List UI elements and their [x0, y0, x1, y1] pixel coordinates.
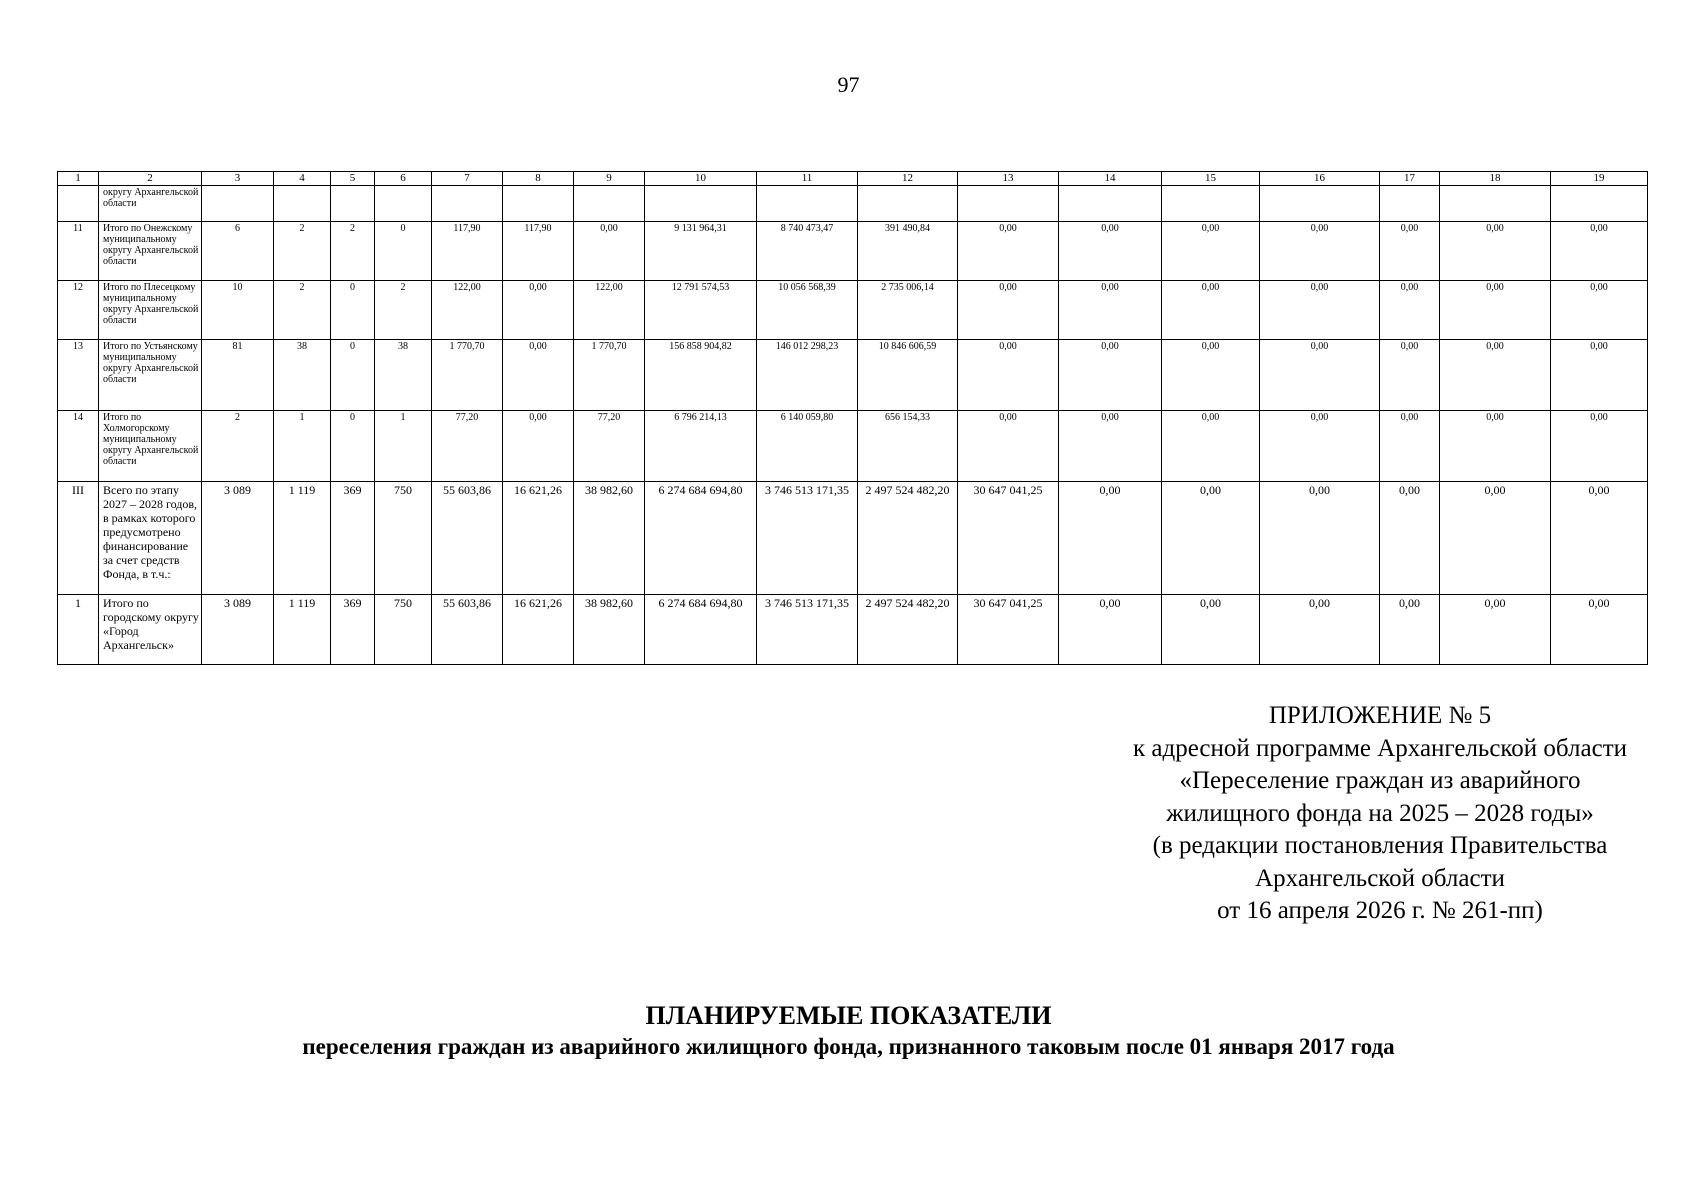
table-cell: 10: [202, 281, 274, 340]
column-number-cell: 18: [1440, 172, 1551, 186]
territory-name-cell: Всего по этапу 2027 – 2028 годов, в рамках которого предусмотрено финансирование за счет средств Фонда, в т.ч.:: [99, 482, 202, 595]
table-cell: 12 791 574,53: [645, 281, 757, 340]
table-cell: 0,00: [1440, 222, 1551, 281]
table-cell: [1260, 186, 1380, 222]
appendix-line: ПРИЛОЖЕНИЕ № 5: [1268, 702, 1492, 729]
table-cell: 0,00: [1162, 595, 1260, 665]
column-number-cell: 6: [375, 172, 432, 186]
table-cell: 0,00: [1162, 411, 1260, 482]
table-cell: [274, 186, 331, 222]
table-cell: 0,00: [958, 340, 1059, 411]
table-cell: 2: [202, 411, 274, 482]
table-cell: [202, 186, 274, 222]
heading-title: ПЛАНИРУЕМЫЕ ПОКАЗАТЕЛИ: [645, 1001, 1052, 1030]
table-cell: 0,00: [503, 411, 574, 482]
table-cell: [58, 186, 99, 222]
table-cell: 0,00: [1162, 281, 1260, 340]
table-cell: 13: [58, 340, 99, 411]
table-cell: 0,00: [1551, 411, 1648, 482]
table-cell: 0,00: [1162, 340, 1260, 411]
table-cell: 0,00: [1260, 411, 1380, 482]
table-cell: 0,00: [1551, 222, 1648, 281]
table-cell: 10 056 568,39: [757, 281, 858, 340]
table-cell: 12: [58, 281, 99, 340]
table-cell: 1 119: [274, 595, 331, 665]
table-row: [58, 340, 1648, 411]
column-number-cell: 17: [1380, 172, 1440, 186]
table-cell: 16 621,26: [503, 595, 574, 665]
table-row: [58, 281, 1648, 340]
heading-subtitle: переселения граждан из аварийного жилищного фонда, признанного таковым после 01 января 2017 года: [302, 1034, 1395, 1059]
table-cell: 16 621,26: [503, 482, 574, 595]
column-number-cell: 8: [503, 172, 574, 186]
appendix-line: Архангельской области: [1255, 864, 1505, 892]
table-cell: 6 274 684 694,80: [645, 482, 757, 595]
resettlement-table: [57, 171, 1648, 665]
table-cell: 122,00: [432, 281, 503, 340]
table-cell: 0,00: [1260, 340, 1380, 411]
table-cell: [645, 186, 757, 222]
table-cell: 146 012 298,23: [757, 340, 858, 411]
table-cell: [432, 186, 503, 222]
table-cell: 3 746 513 171,35: [757, 482, 858, 595]
column-number-cell: 2: [99, 172, 202, 186]
table-cell: 0,00: [1440, 411, 1551, 482]
territory-name-cell: Итого по Устьянскому муниципальному округу Архангельской области: [99, 340, 202, 411]
table-cell: 0,00: [1551, 281, 1648, 340]
table-row: [58, 222, 1648, 281]
table-cell: [574, 186, 645, 222]
table-cell: 3 089: [202, 482, 274, 595]
table-cell: 0: [331, 281, 375, 340]
column-number-cell: 11: [757, 172, 858, 186]
table-cell: 0,00: [1059, 411, 1162, 482]
table-cell: 1 119: [274, 482, 331, 595]
table-cell: 77,20: [574, 411, 645, 482]
table-cell: 6 796 214,13: [645, 411, 757, 482]
table-cell: 30 647 041,25: [958, 595, 1059, 665]
table-cell: 369: [331, 595, 375, 665]
column-number-cell: 5: [331, 172, 375, 186]
column-number-cell: 10: [645, 172, 757, 186]
table-cell: 2: [331, 222, 375, 281]
table-cell: [1059, 186, 1162, 222]
table-cell: 369: [331, 482, 375, 595]
table-cell: [1551, 186, 1648, 222]
column-number-cell: 4: [274, 172, 331, 186]
table-cell: 0,00: [1380, 482, 1440, 595]
table-cell: 0,00: [1059, 281, 1162, 340]
table-cell: 0,00: [1551, 595, 1648, 665]
column-number-cell: 15: [1162, 172, 1260, 186]
table-cell: [1162, 186, 1260, 222]
table-cell: 0,00: [1551, 340, 1648, 411]
table-cell: 0,00: [1260, 222, 1380, 281]
table-cell: 0,00: [958, 222, 1059, 281]
table-cell: 391 490,84: [858, 222, 958, 281]
column-number-cell: 13: [958, 172, 1059, 186]
territory-name-cell: Итого по Онежскому муниципальному округу Архангельской области: [99, 222, 202, 281]
appendix-line: от 16 апреля 2026 г. № 261-пп): [1217, 897, 1543, 924]
table-cell: [1380, 186, 1440, 222]
table-cell: 9 131 964,31: [645, 222, 757, 281]
table-cell: 6: [202, 222, 274, 281]
table-cell: 1 770,70: [432, 340, 503, 411]
table-cell: [757, 186, 858, 222]
table-cell: 55 603,86: [432, 595, 503, 665]
table-cell: 0,00: [1260, 281, 1380, 340]
table-cell: 0,00: [1059, 595, 1162, 665]
table-cell: 3 746 513 171,35: [757, 595, 858, 665]
table-body: [58, 172, 1648, 665]
territory-name-cell: Итого по городскому округу «Город Архангельск»: [99, 595, 202, 665]
table-row: [58, 411, 1648, 482]
table-cell: 0: [331, 411, 375, 482]
table-cell: [1440, 186, 1551, 222]
appendix-line: жилищного фонда на 2025 – 2028 годы»: [1166, 799, 1594, 827]
column-number-cell: 16: [1260, 172, 1380, 186]
table-cell: 0,00: [1440, 340, 1551, 411]
table-cell: 0,00: [1162, 222, 1260, 281]
table-cell: 0,00: [1440, 595, 1551, 665]
table-cell: 1: [375, 411, 432, 482]
table-cell: 0,00: [1380, 411, 1440, 482]
table-cell: 10 846 606,59: [858, 340, 958, 411]
table-row: [58, 186, 1648, 222]
table-cell: 2 497 524 482,20: [858, 595, 958, 665]
table-header-row: [58, 172, 1648, 186]
table-cell: [503, 186, 574, 222]
table-cell: 2: [274, 222, 331, 281]
table-cell: 0: [375, 222, 432, 281]
territory-name-cell: округу Архангельской области: [99, 186, 202, 222]
column-number-cell: 1: [58, 172, 99, 186]
table-cell: 0,00: [1162, 482, 1260, 595]
table-cell: 38: [375, 340, 432, 411]
table-cell: 0: [331, 340, 375, 411]
table-cell: 0,00: [1059, 482, 1162, 595]
territory-name-cell: Итого по Холмогорскому муниципальному округу Архангельской области: [99, 411, 202, 482]
table-cell: 38 982,60: [574, 595, 645, 665]
document-heading: [0, 1000, 1697, 1062]
column-number-cell: 12: [858, 172, 958, 186]
appendix-line: (в редакции постановления Правительства: [1152, 832, 1608, 859]
column-number-cell: 3: [202, 172, 274, 186]
table-cell: 0,00: [1551, 482, 1648, 595]
column-number-cell: 9: [574, 172, 645, 186]
table-cell: 0,00: [503, 281, 574, 340]
territory-name-cell: Итого по Плесецкому муниципальному округу Архангельской области: [99, 281, 202, 340]
table-cell: 2 735 006,14: [858, 281, 958, 340]
table-row: [58, 482, 1648, 595]
table-cell: 0,00: [1380, 222, 1440, 281]
table-cell: 11: [58, 222, 99, 281]
table-cell: 55 603,86: [432, 482, 503, 595]
page-number: 97: [837, 72, 860, 97]
table-cell: 0,00: [1440, 482, 1551, 595]
table-cell: 3 089: [202, 595, 274, 665]
table-cell: 38: [274, 340, 331, 411]
table-cell: 0,00: [958, 411, 1059, 482]
table-cell: 0,00: [1380, 281, 1440, 340]
table-cell: 117,90: [503, 222, 574, 281]
table-cell: 6 274 684 694,80: [645, 595, 757, 665]
table-cell: [375, 186, 432, 222]
table-cell: III: [58, 482, 99, 595]
column-number-cell: 19: [1551, 172, 1648, 186]
table-cell: 1 770,70: [574, 340, 645, 411]
table-cell: 77,20: [432, 411, 503, 482]
table-cell: 122,00: [574, 281, 645, 340]
table-cell: 81: [202, 340, 274, 411]
column-number-cell: 7: [432, 172, 503, 186]
table-cell: 38 982,60: [574, 482, 645, 595]
table-cell: 1: [58, 595, 99, 665]
appendix-line: к адресной программе Архангельской области: [1132, 734, 1628, 762]
table-cell: 0,00: [1059, 222, 1162, 281]
table-cell: 0,00: [1260, 482, 1380, 595]
table-cell: 750: [375, 482, 432, 595]
table-cell: 2: [274, 281, 331, 340]
table-cell: 8 740 473,47: [757, 222, 858, 281]
table-cell: 30 647 041,25: [958, 482, 1059, 595]
table-cell: 656 154,33: [858, 411, 958, 482]
table-cell: 2: [375, 281, 432, 340]
appendix-line: «Переселение граждан из аварийного: [1179, 767, 1581, 794]
table-row: [58, 595, 1648, 665]
table-cell: 0,00: [1380, 595, 1440, 665]
table-cell: 0,00: [574, 222, 645, 281]
column-number-cell: 14: [1059, 172, 1162, 186]
table-cell: 0,00: [1440, 281, 1551, 340]
table-cell: 1: [274, 411, 331, 482]
appendix-block: [1040, 700, 1697, 928]
table-cell: 0,00: [1260, 595, 1380, 665]
table-cell: 0,00: [958, 281, 1059, 340]
table-cell: 0,00: [1059, 340, 1162, 411]
table-cell: 6 140 059,80: [757, 411, 858, 482]
table-cell: [958, 186, 1059, 222]
table-cell: 117,90: [432, 222, 503, 281]
table-cell: 0,00: [1380, 340, 1440, 411]
table-cell: [858, 186, 958, 222]
table-cell: [331, 186, 375, 222]
table-cell: 0,00: [503, 340, 574, 411]
table-cell: 750: [375, 595, 432, 665]
table-cell: 156 858 904,82: [645, 340, 757, 411]
table-cell: 2 497 524 482,20: [858, 482, 958, 595]
table-cell: 14: [58, 411, 99, 482]
